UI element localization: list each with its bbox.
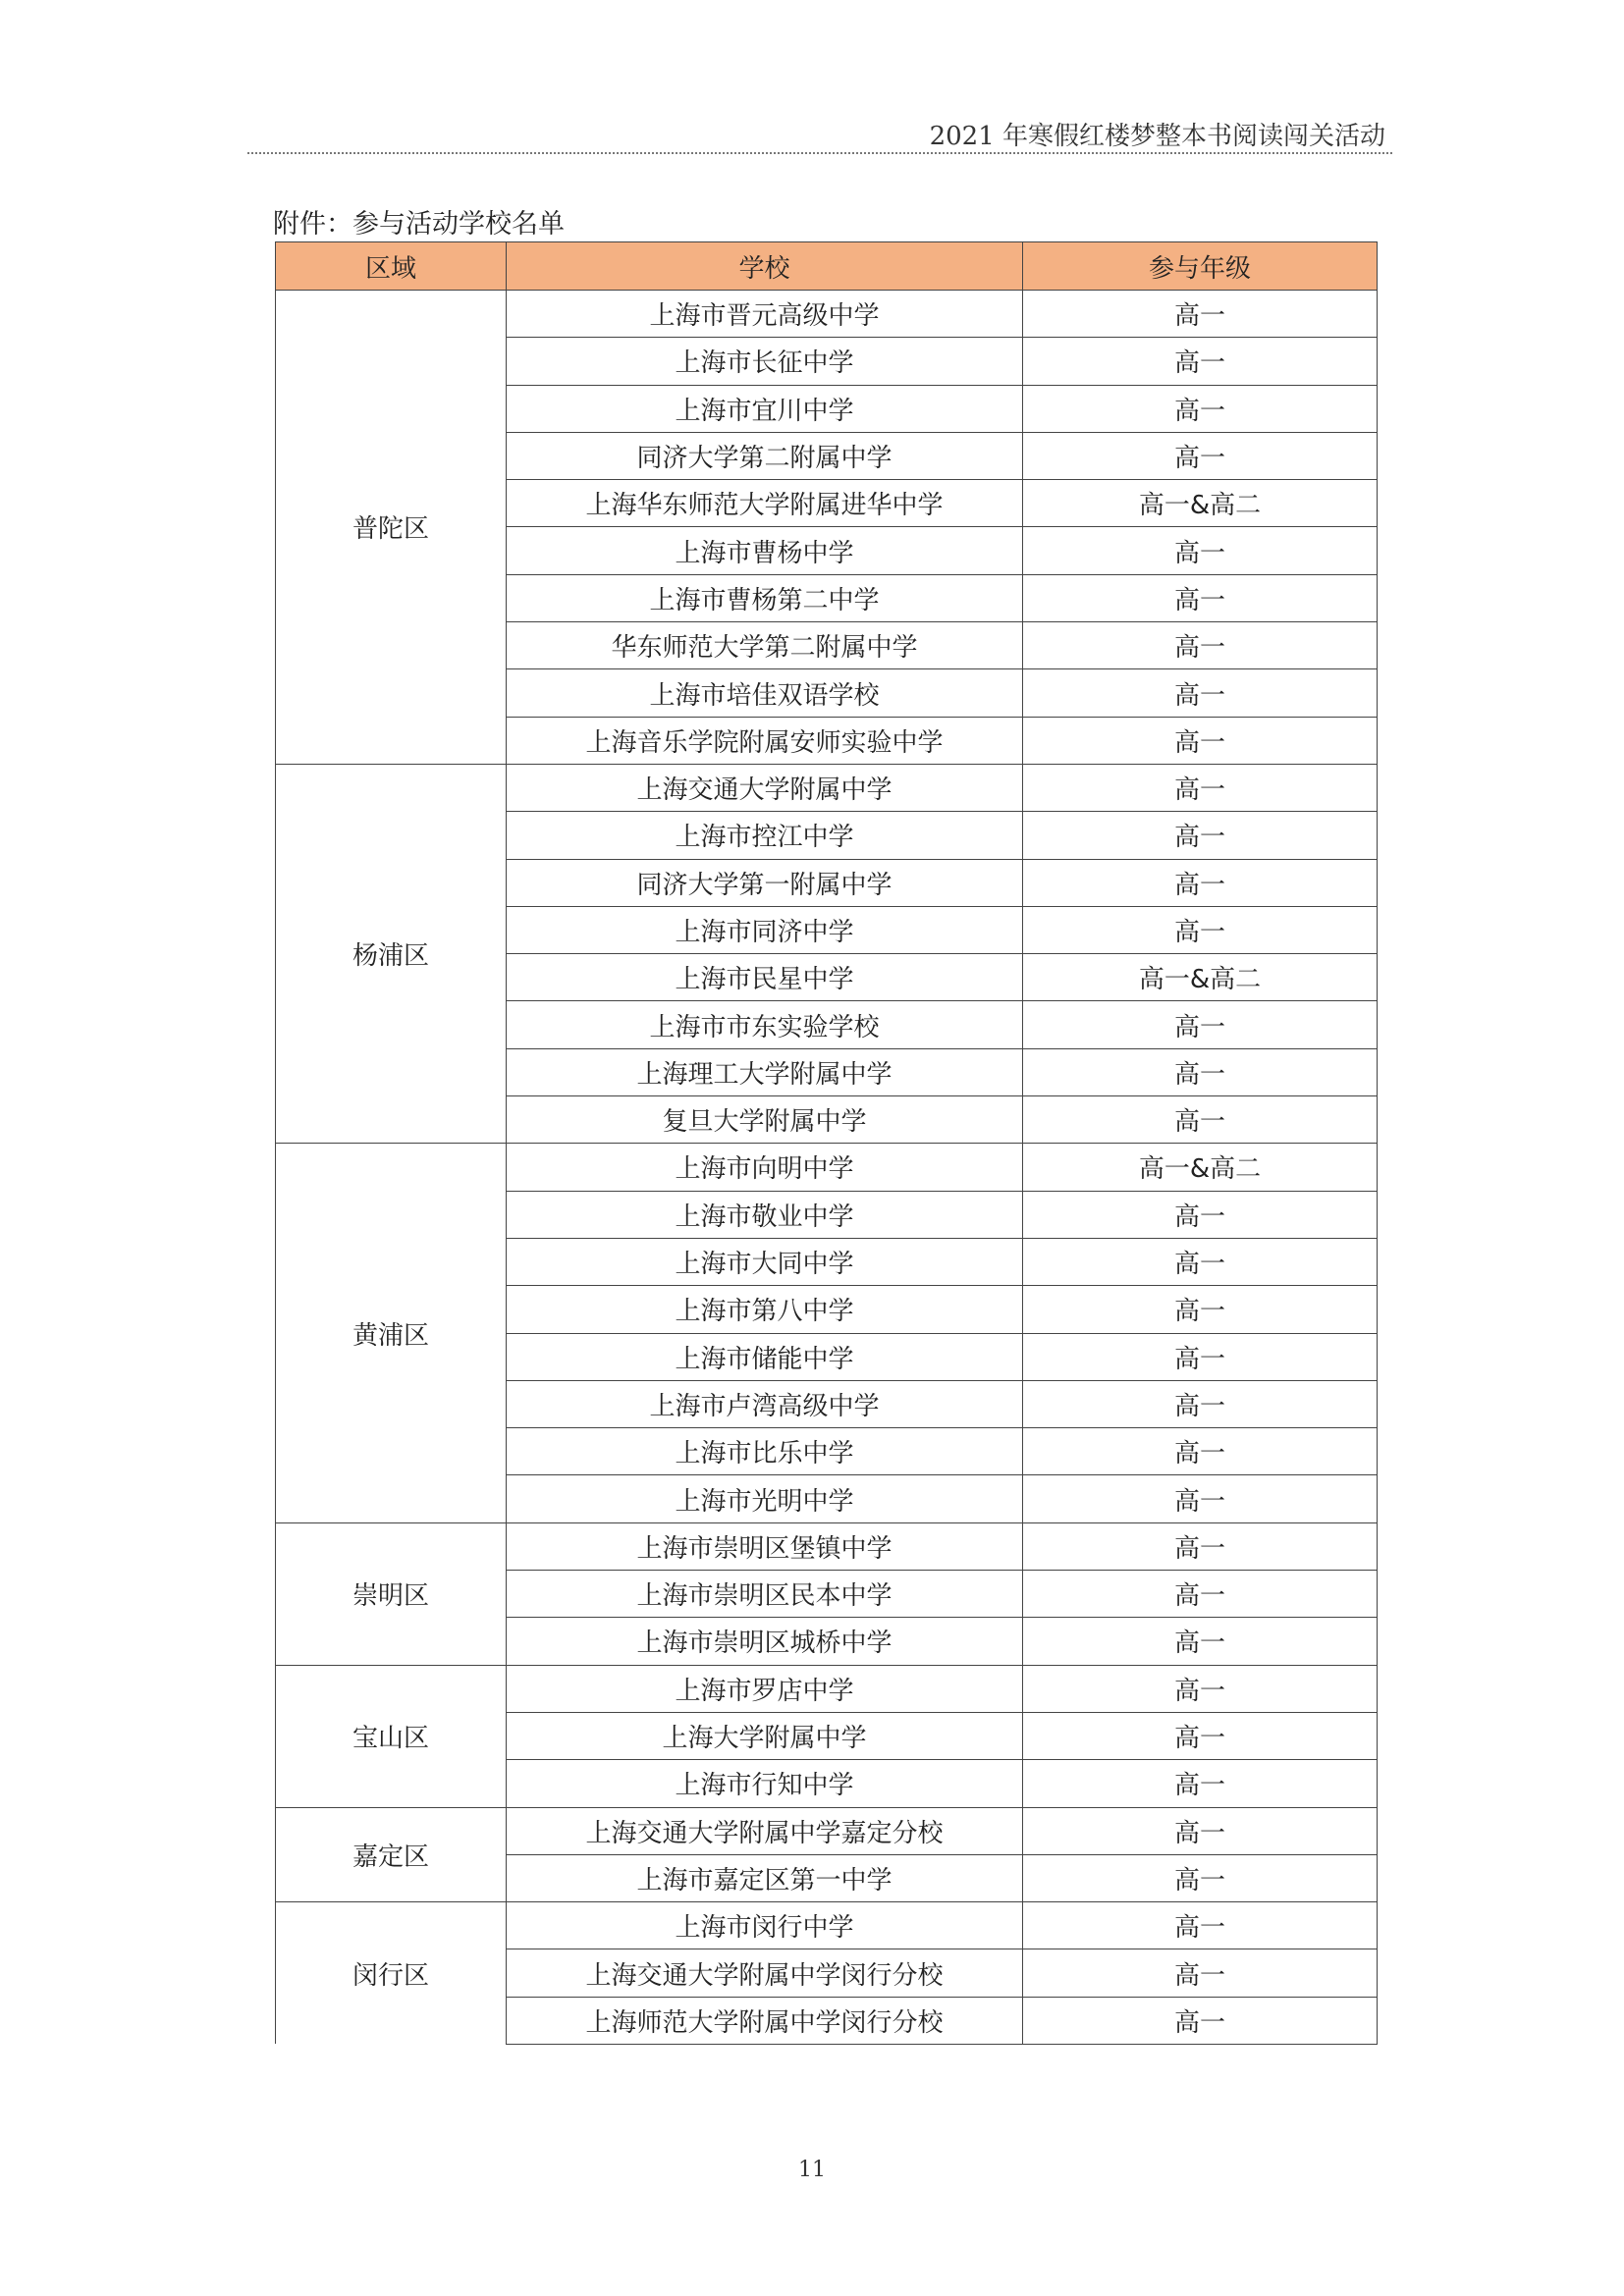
school-name-cell: 上海市培佳双语学校 (507, 669, 1023, 717)
grade-cell: 高一 (1023, 1380, 1378, 1427)
grade-cell: 高一 (1023, 1571, 1378, 1618)
school-name-cell: 上海市崇明区民本中学 (507, 1571, 1023, 1618)
school-name-cell: 同济大学第二附属中学 (507, 432, 1023, 479)
school-name-cell: 上海交通大学附属中学闵行分校 (507, 1949, 1023, 1997)
school-list-table (275, 241, 1378, 2045)
table-row (276, 1807, 1378, 1854)
grade-cell: 高一 (1023, 1001, 1378, 1048)
grade-cell: 高一 (1023, 291, 1378, 338)
grade-cell: 高一 (1023, 385, 1378, 432)
table-row (276, 1144, 1378, 1191)
school-name-cell: 上海音乐学院附属安师实验中学 (507, 717, 1023, 764)
grade-cell: 高一 (1023, 1475, 1378, 1522)
grade-cell: 高一 (1023, 1997, 1378, 2044)
grade-cell: 高一 (1023, 1286, 1378, 1333)
grade-cell: 高一 (1023, 812, 1378, 859)
school-name-cell: 上海市市东实验学校 (507, 1001, 1023, 1048)
table-header-row (276, 242, 1378, 291)
district-cell: 黄浦区 (276, 1144, 507, 1522)
school-name-cell: 上海华东师范大学附属进华中学 (507, 480, 1023, 527)
grade-cell: 高一 (1023, 906, 1378, 953)
school-name-cell: 上海市民星中学 (507, 954, 1023, 1001)
grade-cell: 高一 (1023, 1949, 1378, 1997)
column-header-grade: 参与年级 (1023, 242, 1378, 291)
district-cell: 崇明区 (276, 1522, 507, 1665)
grade-cell: 高一 (1023, 1238, 1378, 1285)
school-name-cell: 上海市长征中学 (507, 338, 1023, 385)
grade-cell: 高一 (1023, 527, 1378, 574)
grade-cell: 高一 (1023, 1665, 1378, 1712)
table-row (276, 1522, 1378, 1570)
school-name-cell: 上海市崇明区城桥中学 (507, 1618, 1023, 1665)
grade-cell: 高一 (1023, 1618, 1378, 1665)
grade-cell: 高一 (1023, 1428, 1378, 1475)
grade-cell: 高一 (1023, 574, 1378, 621)
table-row (276, 291, 1378, 338)
grade-cell: 高一 (1023, 669, 1378, 717)
school-name-cell: 上海市行知中学 (507, 1760, 1023, 1807)
grade-cell: 高一&高二 (1023, 480, 1378, 527)
grade-cell: 高一&高二 (1023, 954, 1378, 1001)
school-name-cell: 上海市曹杨第二中学 (507, 574, 1023, 621)
table-body (276, 291, 1378, 2045)
table-row (276, 1665, 1378, 1712)
grade-cell: 高一 (1023, 1191, 1378, 1238)
school-name-cell: 上海市闵行中学 (507, 1902, 1023, 1949)
attachment-caption: 附件：参与活动学校名单 (273, 209, 565, 240)
school-name-cell: 上海市大同中学 (507, 1238, 1023, 1285)
page-number: 11 (798, 2158, 826, 2182)
grade-cell: 高一 (1023, 338, 1378, 385)
column-header-district: 区域 (276, 242, 507, 291)
grade-cell: 高一 (1023, 1712, 1378, 1759)
grade-cell: 高一 (1023, 1522, 1378, 1570)
school-name-cell: 上海市光明中学 (507, 1475, 1023, 1522)
school-name-cell: 上海交通大学附属中学 (507, 764, 1023, 811)
grade-cell: 高一 (1023, 1760, 1378, 1807)
grade-cell: 高一 (1023, 717, 1378, 764)
school-name-cell: 上海师范大学附属中学闵行分校 (507, 1997, 1023, 2044)
school-name-cell: 上海市宜川中学 (507, 385, 1023, 432)
school-name-cell: 上海市晋元高级中学 (507, 291, 1023, 338)
school-name-cell: 上海市同济中学 (507, 906, 1023, 953)
grade-cell: 高一 (1023, 764, 1378, 811)
district-cell: 普陀区 (276, 291, 507, 765)
school-name-cell: 上海市曹杨中学 (507, 527, 1023, 574)
grade-cell: 高一 (1023, 432, 1378, 479)
school-name-cell: 上海市罗店中学 (507, 1665, 1023, 1712)
school-name-cell: 同济大学第一附属中学 (507, 859, 1023, 906)
grade-cell: 高一 (1023, 1854, 1378, 1901)
page-header-title: 2021 年寒假红楼梦整本书阅读闯关活动 (929, 122, 1385, 151)
header-divider (247, 152, 1392, 154)
school-name-cell: 上海市向明中学 (507, 1144, 1023, 1191)
grade-cell: 高一 (1023, 859, 1378, 906)
grade-cell: 高一 (1023, 1902, 1378, 1949)
table-row (276, 1902, 1378, 1949)
grade-cell: 高一 (1023, 1096, 1378, 1144)
grade-cell: 高一 (1023, 1048, 1378, 1095)
district-cell: 闵行区 (276, 1902, 507, 2045)
district-cell: 宝山区 (276, 1665, 507, 1807)
grade-cell: 高一 (1023, 622, 1378, 669)
grade-cell: 高一 (1023, 1807, 1378, 1854)
school-name-cell: 上海大学附属中学 (507, 1712, 1023, 1759)
school-name-cell: 上海市比乐中学 (507, 1428, 1023, 1475)
grade-cell: 高一&高二 (1023, 1144, 1378, 1191)
district-cell: 杨浦区 (276, 764, 507, 1143)
school-name-cell: 上海市第八中学 (507, 1286, 1023, 1333)
school-name-cell: 华东师范大学第二附属中学 (507, 622, 1023, 669)
column-header-school: 学校 (507, 242, 1023, 291)
school-name-cell: 上海理工大学附属中学 (507, 1048, 1023, 1095)
school-name-cell: 上海市崇明区堡镇中学 (507, 1522, 1023, 1570)
table-row (276, 764, 1378, 811)
grade-cell: 高一 (1023, 1333, 1378, 1380)
school-name-cell: 上海市卢湾高级中学 (507, 1380, 1023, 1427)
school-name-cell: 上海交通大学附属中学嘉定分校 (507, 1807, 1023, 1854)
school-name-cell: 上海市储能中学 (507, 1333, 1023, 1380)
school-name-cell: 上海市控江中学 (507, 812, 1023, 859)
school-name-cell: 复旦大学附属中学 (507, 1096, 1023, 1144)
school-name-cell: 上海市嘉定区第一中学 (507, 1854, 1023, 1901)
district-cell: 嘉定区 (276, 1807, 507, 1902)
school-name-cell: 上海市敬业中学 (507, 1191, 1023, 1238)
